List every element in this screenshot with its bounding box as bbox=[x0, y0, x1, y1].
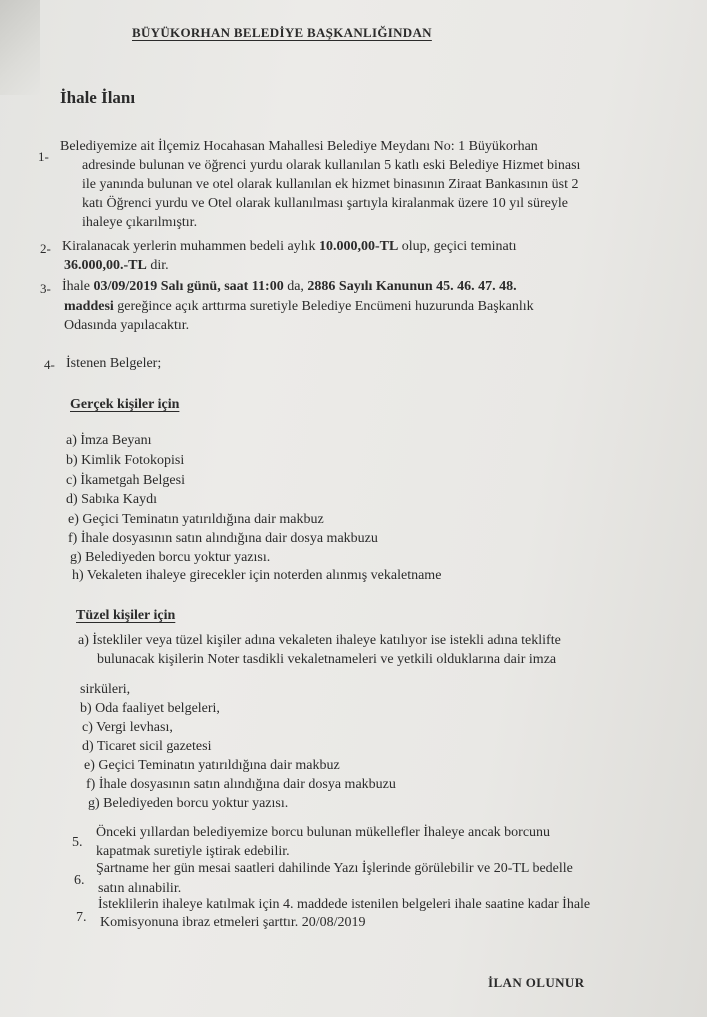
tuzel-list-item: b) Oda faaliyet belgeleri, bbox=[80, 701, 220, 716]
item-1-line: ile yanında bulunan ve otel olarak kullanılan ek hizmet binasının Ziraat Bankasının üst 2 bbox=[82, 177, 579, 192]
footer-ilan-olunur: İLAN OLUNUR bbox=[488, 975, 585, 990]
gercek-list-item: d) Sabıka Kaydı bbox=[66, 492, 157, 507]
item-2-text: Kiralanacak yerlerin muhammen bedeli aylık bbox=[62, 239, 316, 254]
tuzel-list-item: g) Belediyeden borcu yoktur yazısı. bbox=[88, 796, 289, 811]
item-3-line-1 bbox=[62, 278, 517, 295]
item-4-number: 4- bbox=[44, 357, 55, 372]
item-2-line-1 bbox=[62, 238, 516, 255]
item-1-line: Belediyemize ait İlçemiz Hocahasan Mahallesi Belediye Meydanı No: 1 Büyükorhan bbox=[60, 139, 538, 154]
item-7-line: Komisyonuna ibraz etmeleri şarttır. 20/08/2019 bbox=[100, 915, 366, 930]
item-7-number: 7. bbox=[76, 910, 87, 925]
gercek-list-item: h) Vekaleten ihaleye girecekler için noterden alınmış vekaletname bbox=[72, 568, 442, 583]
gercek-list-item: e) Geçici Teminatın yatırıldığına dair makbuz bbox=[68, 512, 324, 527]
gercek-heading: Gerçek kişiler için bbox=[70, 397, 180, 412]
item-2-line-2 bbox=[64, 257, 169, 274]
tuzel-item-a-line: a) İstekliler veya tüzel kişiler adına vekaleten ihaleye katılıyor ise istekli adına teklifte bbox=[78, 633, 561, 648]
rent-amount: 10.000,00-TL bbox=[318, 239, 399, 254]
item-3-line-3: Odasında yapılacaktır. bbox=[64, 318, 190, 333]
document-header: BÜYÜKORHAN BELEDİYE BAŞKANLIĞINDAN bbox=[132, 25, 432, 40]
law-reference: maddesi bbox=[64, 299, 114, 314]
tuzel-list-item: f) İhale dosyasının satın alındığına dair dosya makbuzu bbox=[86, 777, 396, 792]
item-5-line: Önceki yıllardan belediyemize borcu bulunan mükellefler İhaleye ancak borcunu bbox=[96, 825, 551, 840]
law-reference: 2886 Sayılı Kanunun 45. 46. 47. 48. bbox=[307, 279, 517, 294]
item-3-text: gereğince açık arttırma suretiyle Belediye Encümeni huzurunda Başkanlık bbox=[117, 299, 534, 314]
tuzel-list-item: e) Geçici Teminatın yatırıldığına dair makbuz bbox=[84, 758, 340, 773]
item-1-line: katı Öğrenci yurdu ve Otel olarak kullanılması şartıyla kiralanmak üzere 10 yıl süreyle bbox=[82, 196, 568, 211]
tuzel-heading: Tüzel kişiler için bbox=[76, 608, 176, 623]
item-4-text: İstenen Belgeler; bbox=[66, 356, 162, 371]
deposit-amount: 36.000,00.-TL bbox=[64, 258, 147, 273]
gercek-list-item: g) Belediyeden borcu yoktur yazısı. bbox=[70, 550, 271, 565]
auction-date: 03/09/2019 Salı günü, saat 11:00 bbox=[93, 279, 284, 294]
gercek-list-item: f) İhale dosyasının satın alındığına dair dosya makbuzu bbox=[68, 531, 378, 546]
gercek-list-item: a) İmza Beyanı bbox=[66, 433, 152, 448]
gercek-list-item: b) Kimlik Fotokopisi bbox=[66, 453, 185, 468]
tuzel-item-a-line: sirküleri, bbox=[80, 682, 131, 697]
gercek-list-item: c) İkametgah Belgesi bbox=[66, 473, 185, 488]
item-6-line: satın alınabilir. bbox=[98, 881, 182, 896]
tuzel-list-item: c) Vergi levhası, bbox=[82, 720, 173, 735]
item-6-number: 6. bbox=[74, 873, 85, 888]
page-shadow bbox=[0, 0, 40, 95]
item-3-text: da, bbox=[287, 279, 304, 294]
item-7-line: İsteklilerin ihaleye katılmak için 4. maddede istenilen belgeleri ihale saatine kadar İhale bbox=[98, 897, 591, 912]
item-1-line: ihaleye çıkarılmıştır. bbox=[82, 215, 198, 230]
item-1-number: 1- bbox=[38, 149, 49, 164]
item-1-line: adresinde bulunan ve öğrenci yurdu olarak kullanılan 5 katlı eski Belediye Hizmet binası bbox=[82, 158, 581, 173]
item-3-line-2 bbox=[64, 298, 534, 315]
item-2-text: olup, geçici teminatı bbox=[401, 239, 517, 254]
document-title: İhale İlanı bbox=[60, 88, 136, 107]
item-3-text: İhale bbox=[62, 279, 90, 294]
tuzel-list-item: d) Ticaret sicil gazetesi bbox=[82, 739, 212, 754]
item-2-number: 2- bbox=[40, 241, 51, 256]
item-3-number: 3- bbox=[40, 281, 51, 296]
item-6-line: Şartname her gün mesai saatleri dahilinde Yazı İşlerinde görülebilir ve 20-TL bedelle bbox=[96, 861, 573, 876]
item-5-line: kapatmak suretiyle iştirak edebilir. bbox=[96, 844, 290, 859]
tuzel-item-a-line: bulunacak kişilerin Noter tasdikli vekaletnameleri ve yetkili olduklarına dair imza bbox=[97, 652, 557, 667]
item-2-text: dir. bbox=[150, 258, 169, 273]
item-5-number: 5. bbox=[72, 835, 83, 850]
